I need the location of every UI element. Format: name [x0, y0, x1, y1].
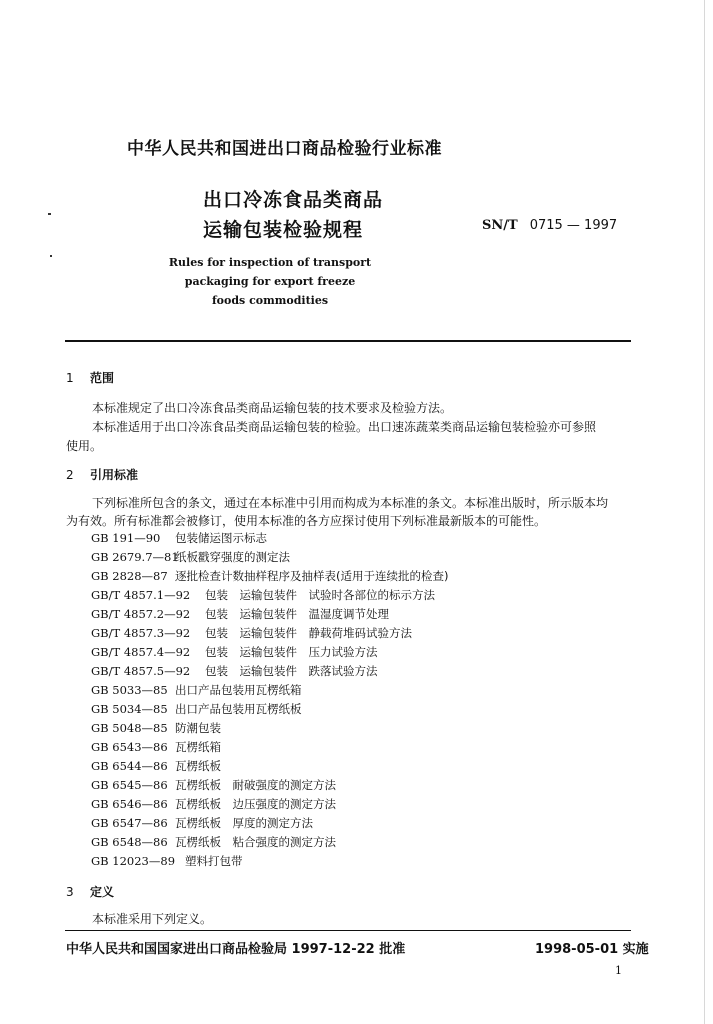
reference-code: GB/T 4857.2—92	[91, 607, 191, 621]
reference-title: 出口产品包装用瓦楞纸板	[175, 702, 302, 716]
reference-title: 塑料打包带	[185, 854, 243, 868]
reference-title: 包装 运输包装件 静载荷堆码试验方法	[205, 626, 412, 640]
reference-item	[91, 662, 448, 681]
reference-item	[91, 624, 448, 643]
standard-code-prefix: SN/T	[482, 218, 518, 233]
reference-code: GB/T 4857.1—92	[91, 588, 191, 602]
title-chinese-line-2: 运输包装检验规程	[203, 219, 364, 241]
section-number: 2	[66, 468, 74, 482]
reference-code: GB 5034—85	[91, 702, 168, 716]
paragraph: 使用。	[66, 439, 103, 453]
reference-item	[91, 643, 448, 662]
reference-title: 包装储运图示标志	[175, 531, 267, 545]
reference-code: GB 6545—86	[91, 778, 168, 792]
reference-code: GB/T 4857.3—92	[91, 626, 191, 640]
reference-title: 瓦楞纸板 边压强度的测定方法	[175, 797, 336, 811]
reference-code: GB 191—90	[91, 531, 161, 545]
section-title: 引用标准	[90, 468, 139, 482]
reference-title: 包装 运输包装件 温湿度调节处理	[205, 607, 389, 621]
reference-title: 瓦楞纸板 厚度的测定方法	[175, 816, 313, 830]
reference-item	[91, 529, 448, 548]
reference-item	[91, 852, 448, 871]
issuing-authority-header: 中华人民共和国进出口商品检验行业标准	[127, 139, 442, 159]
paragraph: 本标准规定了出口冷冻食品类商品运输包装的技术要求及检验方法。	[92, 401, 453, 415]
section-heading-scope	[66, 369, 114, 386]
section-heading-definitions	[66, 883, 114, 900]
reference-title: 出口产品包装用瓦楞纸箱	[175, 683, 302, 697]
reference-item	[91, 605, 448, 624]
reference-title: 纸板戳穿强度的测定法	[175, 550, 290, 564]
scan-speck	[48, 213, 51, 215]
reference-code: GB 2679.7—81	[91, 550, 179, 564]
paragraph: 为有效。所有标准都会被修订，使用本标准的各方应探讨使用下列标准最新版本的可能性。	[66, 514, 547, 528]
standard-code	[482, 218, 617, 233]
footer-divider	[65, 930, 631, 931]
reference-code: GB 12023—89	[91, 854, 176, 868]
reference-item	[91, 719, 448, 738]
reference-code: GB 6544—86	[91, 759, 168, 773]
reference-code: GB 6547—86	[91, 816, 168, 830]
standard-code-number: 0715 — 1997	[529, 218, 618, 233]
reference-code: GB 5033—85	[91, 683, 168, 697]
reference-title: 逐批检查计数抽样程序及抽样表(适用于连续批的检查)	[175, 569, 449, 583]
effective-date: 1998-05-01 实施	[535, 942, 649, 957]
reference-item	[91, 586, 448, 605]
reference-item	[91, 738, 448, 757]
page-number: 1	[615, 964, 622, 977]
reference-title: 瓦楞纸板 耐破强度的测定方法	[175, 778, 336, 792]
reference-code: GB/T 4857.4—92	[91, 645, 191, 659]
header-divider	[65, 340, 631, 342]
paragraph: 本标准采用下列定义。	[92, 912, 213, 926]
section-heading-normative-references	[66, 466, 138, 483]
title-english-line-1: Rules for inspection of transport	[168, 256, 372, 269]
reference-code: GB/T 4857.5—92	[91, 664, 191, 678]
reference-title: 瓦楞纸板 粘合强度的测定方法	[175, 835, 336, 849]
reference-title: 包装 运输包装件 试验时各部位的标示方法	[205, 588, 435, 602]
reference-item	[91, 700, 448, 719]
section-number: 3	[66, 885, 74, 899]
reference-item	[91, 795, 448, 814]
reference-code: GB 2828—87	[91, 569, 168, 583]
reference-title: 瓦楞纸箱	[175, 740, 221, 754]
reference-list	[91, 529, 448, 871]
reference-code: GB 6548—86	[91, 835, 168, 849]
section-title: 定义	[90, 885, 115, 899]
reference-title: 防潮包装	[175, 721, 221, 735]
paragraph: 本标准适用于出口冷冻食品类商品运输包装的检验。出口速冻蔬菜类商品运输包装检验亦可参照	[92, 420, 597, 434]
title-english-line-2: packaging for export freeze	[184, 275, 356, 288]
reference-title: 包装 运输包装件 压力试验方法	[205, 645, 378, 659]
section-number: 1	[66, 371, 74, 385]
approval-authority-date: 中华人民共和国国家进出口商品检验局 1997-12-22 批准	[66, 942, 406, 957]
paragraph: 下列标准所包含的条文，通过在本标准中引用而构成为本标准的条文。本标准出版时，所示版本均	[92, 496, 609, 510]
reference-code: GB 5048—85	[91, 721, 168, 735]
reference-item	[91, 814, 448, 833]
reference-item	[91, 548, 448, 567]
reference-item	[91, 567, 448, 586]
reference-code: GB 6543—86	[91, 740, 168, 754]
reference-code: GB 6546—86	[91, 797, 168, 811]
section-title: 范围	[90, 371, 115, 385]
title-chinese-line-1: 出口冷冻食品类商品	[203, 189, 384, 211]
reference-title: 包装 运输包装件 跌落试验方法	[205, 664, 378, 678]
reference-item	[91, 681, 448, 700]
reference-title: 瓦楞纸板	[175, 759, 221, 773]
reference-item	[91, 776, 448, 795]
scan-speck	[50, 255, 52, 257]
reference-item	[91, 833, 448, 852]
title-english-line-3: foods commodities	[211, 294, 329, 307]
reference-item	[91, 757, 448, 776]
